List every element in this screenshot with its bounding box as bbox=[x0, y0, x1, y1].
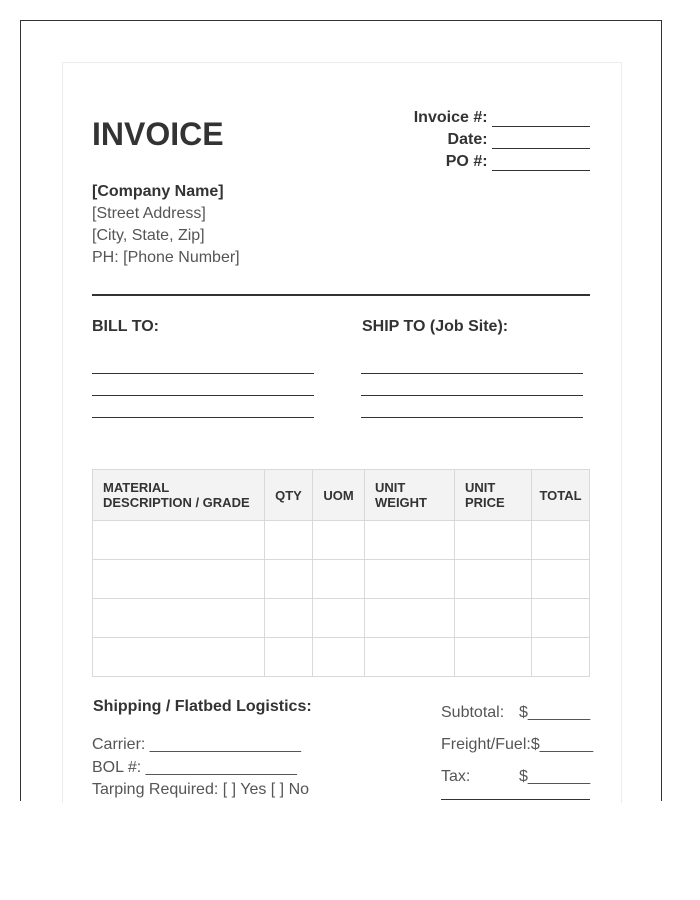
table-cell[interactable] bbox=[265, 521, 313, 560]
carrier-field[interactable]: Carrier: _________________ bbox=[92, 736, 302, 753]
company-phone: PH: [Phone Number] bbox=[92, 249, 240, 266]
table-cell[interactable] bbox=[265, 560, 313, 599]
ship-to-line[interactable] bbox=[361, 395, 583, 396]
po-label: PO #: bbox=[445, 153, 488, 170]
table-row bbox=[93, 599, 590, 638]
table-row bbox=[93, 521, 590, 560]
column-header-unit-weight: UNIT WEIGHT bbox=[365, 470, 455, 521]
po-row bbox=[446, 153, 590, 171]
po-field[interactable] bbox=[492, 154, 590, 171]
invoice-paper bbox=[62, 62, 622, 803]
table-cell[interactable] bbox=[365, 638, 455, 677]
column-header-qty: QTY bbox=[265, 470, 313, 521]
ship-to-line[interactable] bbox=[361, 417, 583, 418]
subtotal-row bbox=[441, 704, 591, 722]
bill-to-label: BILL TO: bbox=[92, 318, 159, 335]
invoice-number-row bbox=[414, 109, 590, 127]
shipping-title: Shipping / Flatbed Logistics: bbox=[93, 698, 312, 715]
table-cell[interactable] bbox=[313, 599, 365, 638]
tax-row bbox=[441, 768, 591, 786]
bill-to-line[interactable] bbox=[92, 373, 314, 374]
table-cell[interactable] bbox=[93, 599, 265, 638]
table-cell[interactable] bbox=[455, 638, 532, 677]
table-cell[interactable] bbox=[455, 560, 532, 599]
subtotal-field[interactable]: $_______ bbox=[519, 704, 591, 721]
table-row bbox=[93, 638, 590, 677]
invoice-number-label: Invoice #: bbox=[413, 109, 488, 126]
table-cell[interactable] bbox=[93, 521, 265, 560]
bill-to-line[interactable] bbox=[92, 395, 314, 396]
date-label: Date: bbox=[447, 131, 488, 148]
table-cell[interactable] bbox=[365, 521, 455, 560]
tarping-field[interactable]: Tarping Required: [ ] Yes [ ] No bbox=[92, 781, 310, 798]
company-city: [City, State, Zip] bbox=[92, 227, 205, 244]
freight-field[interactable]: Freight/Fuel:$______ bbox=[441, 736, 594, 753]
header-divider bbox=[92, 294, 590, 296]
table-cell[interactable] bbox=[93, 638, 265, 677]
tax-label: Tax: bbox=[441, 768, 471, 785]
table-cell[interactable] bbox=[455, 599, 532, 638]
table-cell[interactable] bbox=[265, 638, 313, 677]
invoice-number-field[interactable] bbox=[492, 110, 590, 127]
table-cell[interactable] bbox=[532, 560, 590, 599]
subtotal-label: Subtotal: bbox=[441, 704, 505, 721]
table-cell[interactable] bbox=[532, 599, 590, 638]
bol-field[interactable]: BOL #: _________________ bbox=[92, 759, 297, 776]
date-field[interactable] bbox=[492, 132, 590, 149]
company-street: [Street Address] bbox=[92, 205, 206, 222]
tax-field[interactable]: $_______ bbox=[519, 768, 591, 785]
table-header-row bbox=[93, 470, 590, 521]
invoice-title: INVOICE bbox=[92, 116, 224, 152]
table-cell[interactable] bbox=[265, 599, 313, 638]
table-cell[interactable] bbox=[365, 599, 455, 638]
column-header-description: MATERIAL DESCRIPTION / GRADE bbox=[93, 470, 265, 521]
table-cell[interactable] bbox=[313, 638, 365, 677]
company-name: [Company Name] bbox=[92, 183, 224, 200]
company-block bbox=[92, 181, 240, 269]
table-cell[interactable] bbox=[455, 521, 532, 560]
table-cell[interactable] bbox=[532, 521, 590, 560]
column-header-total: TOTAL bbox=[532, 470, 590, 521]
table-cell[interactable] bbox=[313, 560, 365, 599]
ship-to-label: SHIP TO (Job Site): bbox=[362, 318, 509, 335]
table-row bbox=[93, 560, 590, 599]
table-cell[interactable] bbox=[365, 560, 455, 599]
table-cell[interactable] bbox=[93, 560, 265, 599]
date-row bbox=[448, 131, 590, 149]
items-table bbox=[92, 469, 590, 677]
table-cell[interactable] bbox=[313, 521, 365, 560]
table-cell[interactable] bbox=[532, 638, 590, 677]
total-line[interactable] bbox=[441, 799, 590, 800]
bill-to-line[interactable] bbox=[92, 417, 314, 418]
ship-to-line[interactable] bbox=[361, 373, 583, 374]
column-header-unit-price: UNIT PRICE bbox=[455, 470, 532, 521]
column-header-uom: UOM bbox=[313, 470, 365, 521]
